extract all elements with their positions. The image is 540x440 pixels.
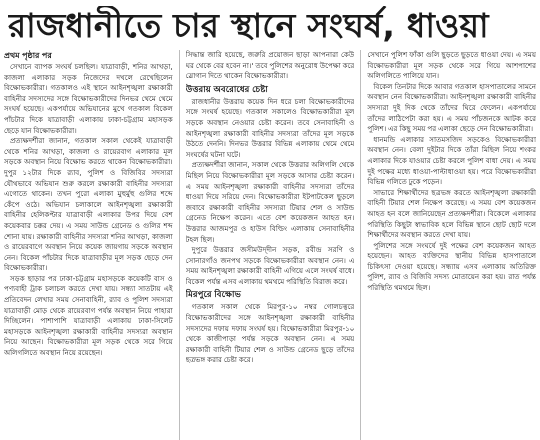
article-paragraph: পুলিশের সঙ্গে সংঘর্ষে দুই পক্ষের বেশ কয়েকজন আহত হয়েছেন। আহত ব্যক্তিদের স্থানীয় বিভিন্ন হাসপাতালে চিকিৎসা দেওয়া হয়েছে। সন্ধ্যায় এসব এলাকায় অতিরিক্ত পুলিশ, র‍্যাব ও বিজিবি সদস্য মোতায়েন করা হয়। রাত পর্যন্ত পরিস্থিতি থমথমে ছিল। bbox=[367, 240, 537, 293]
section-subhead-mirpur: মিরপুরে বিক্ষোভ bbox=[185, 290, 241, 301]
article-columns bbox=[4, 50, 536, 440]
article-paragraph: ধানমন্ডি এলাকার সাতমসজিদ সড়কেও বিক্ষোভকারীরা অবস্থান নেন। বেলা দুইটার দিকে তাঁরা মিছিল নিয়ে শংকর এলাকার দিকে যাওয়ার চেষ্টা করলে পুলিশ বাধা দেয়। এ সময় দুই পক্ষের মধ্যে ধাওয়া-পাল্টাধাওয়া হয়। পরে বিক্ষোভকারীরা বিভিন্ন গলিতে ঢুকে পড়েন। bbox=[367, 134, 537, 187]
article-paragraph: সিদ্ধান্ত জারি হয়েছে, জরুরি প্রয়োজন ছাড়া আপনারা কেউ ঘর থেকে বের হবেন না।' তবে পুলিশের অনুরোধ উপেক্ষা করে স্লোগান দিতে থাকেন বিক্ষোভকারীরা। bbox=[185, 50, 355, 81]
column-divider bbox=[360, 50, 361, 440]
section-subhead-uttara: উত্তরায় অবরোধের চেষ্টা bbox=[185, 84, 268, 95]
continued-from-label: প্রথম পৃষ্ঠার পর bbox=[4, 51, 52, 60]
article-paragraph: সেখানে পুলিশ ফাঁকা গুলি ছুড়তে ছুড়তে ধাওয়া দেয়। এ সময় বিক্ষোভকারীরা মূল সড়ক থেকে সরে গিয়ে আশপাশের অলিগলিতে পালিয়ে যান। bbox=[367, 50, 537, 81]
article-paragraph: রাজধানীর উত্তরায় কয়েক দিন ধরে চলা বিক্ষোভকারীদের সঙ্গে সংঘর্ষ হয়েছে। গতকাল সকালেও বিক্ষোভকারীরা মূল সড়কে অবস্থান নেওয়ার চেষ্টা করেন। তবে সেনাবাহিনী ও আইনশৃঙ্খলা রক্ষাকারী বাহিনীর সদস্যরা তাঁদের মূল সড়কে উঠতে দেননি। দিনভর উত্তরার বিভিন্ন এলাকায় থেমে থেমে সংঘর্ষের ঘটনা ঘটে। bbox=[185, 96, 355, 159]
article-paragraph: সড়ক ছাড়ার পর ঢাকা-চট্টগ্রাম মহাসড়কে কয়েকটি বাস ও পণ্যবাহী ট্রাক চলাচল করতে দেখা যায়। সন্ধ্যা সাতটায় এই প্রতিবেদন লেখার সময় সেনাবাহিনী, র‍্যাব ও পুলিশ সদস্যরা যাত্রাবাড়ী মোড় থেকে রায়েরবাগ পর্যন্ত অবস্থান নিয়ে পাহারা দিচ্ছিলেন। পাশাপাশি যাত্রাবাড়ী এলাকায় ঢাকা-সিলেট মহাসড়কে আইনশৃঙ্খলা রক্ষাকারী বাহিনীর সদস্যরা অবস্থান নিয়ে আছেন। বিক্ষোভকারীরা মূল সড়ক থেকে সরে গিয়ে অলিগলিতে অবস্থান নিয়ে রয়েছেন। bbox=[4, 273, 173, 358]
article-paragraph: সাভারে শিক্ষার্থীদের ছত্রভঙ্গ করতে আইনশৃঙ্খলা রক্ষাকারী বাহিনী টিয়ার শেল নিক্ষেপ করেছে। এ সময় বেশ কয়েকজন আহত হন বলে জানিয়েছেন প্রত্যক্ষদর্শীরা। বিকেলে এলাকার পরিস্থিতি কিছুটা স্বাভাবিক হলে বিভিন্ন স্থানে ছোট ছোট দলে শিক্ষার্থীদের অবস্থান করতে দেখা যায়। bbox=[367, 187, 537, 240]
column-divider bbox=[179, 50, 180, 440]
article-paragraph: প্রত্যক্ষদর্শীরা জানান, সকাল থেকে উত্তরার অলিগলি থেকে মিছিল নিয়ে বিক্ষোভকারীরা মূল সড়কে আসার চেষ্টা করেন। এ সময় আইনশৃঙ্খলা রক্ষাকারী বাহিনীর সদস্যরা তাঁদের ধাওয়া দিয়ে সরিয়ে দেন। বিক্ষোভকারীরা ইটপাটকেল ছুড়লে জবাবে রক্ষাকারী বাহিনীর সদস্যরা টিয়ার শেল ও সাউন্ড গ্রেনেড নিক্ষেপ করেন। এতে বেশ কয়েকজন আহত হন। উত্তরার আজমপুর ও হাউস বিল্ডিং এলাকায় সেনাবাহিনীর টহল ছিল। bbox=[185, 160, 355, 244]
article-column-1 bbox=[4, 50, 173, 440]
page-headline: রাজধানীতে চার স্থানে সংঘর্ষ, ধাওয়া bbox=[8, 6, 489, 45]
article-paragraph: প্রত্যক্ষদর্শীরা জানান, গতকাল সকাল থেকেই যাত্রাবাড়ী থেকে শনির আখড়া, কাজলা ও রায়েরবাগ এলাকার মূল সড়কে অবস্থান নিয়ে বিক্ষোভ করতে থাকেন বিক্ষোভকারীরা। দুপুর ১২টার দিকে র‍্যাব, পুলিশ ও বিজিবির সদস্যরা যৌথভাবে অভিযান শুরু করলে রক্ষাকারী বাহিনীর সদস্যরা এগোতে থাকেন। তখন পুরো এলাকা মুহুর্মুহু গুলির শব্দে কেঁপে ওঠে। অভিযান চলাকালে আইনশৃঙ্খলা রক্ষাকারী বাহিনীর হেলিকপ্টার যাত্রাবাড়ী এলাকার উপর দিয়ে বেশ কয়েকবার চক্কর দেয়। এ সময় সাউন্ড গ্রেনেড ও গুলির শব্দ শোনা যায়। রক্ষাকারী বাহিনীর সদস্যরা শনির আখড়া, কাজলা ও রায়েরবাগে অবস্থান নিয়ে কয়েক জায়গায় সড়কে অবস্থান নেন। বিকেল পাঁচটার দিকে যাত্রাবাড়ীর মূল সড়ক ছেড়ে দেন বিক্ষোভকারীরা। bbox=[4, 136, 173, 273]
article-paragraph: বিকেল তিনটার দিকে আবার গতকাল হাসপাতালের সামনে অবস্থান নেন বিক্ষোভকারীরা। আইনশৃঙ্খলা রক্ষাকারী বাহিনীর সদস্যরা দুই দিক থেকে তাঁদের ঘিরে ফেলেন। একপর্যায়ে তাঁদের লাঠিপেটা করা হয়। এ সময় পাঁচজনকে আটক করে পুলিশ। এর কিছু সময় পর এলাকা ছেড়ে দেন বিক্ষোভকারীরা। bbox=[367, 81, 537, 134]
article-column-3 bbox=[367, 50, 536, 440]
article-column-2 bbox=[186, 50, 355, 440]
article-paragraph: সেখানে ব্যাপক সংঘর্ষ চলছিল। যাত্রাবাড়ী, শনির আখড়া, কাজলা এলাকার সড়ক নিজেদের দখলে রেখেছিলেন বিক্ষোভকারীরা। গতকালও এই স্থানে আইনশৃঙ্খলা রক্ষাকারী বাহিনীর সদস্যদের সঙ্গে বিক্ষোভকারীদের দিনভর থেমে থেমে সংঘর্ষ হয়েছে। একপর্যায়ে অভিযানের মুখে গতকাল বিকেল পাঁচটার দিকে যাত্রাবাড়ী এলাকায় ঢাকা-চট্টগ্রাম মহাসড়ক ছেড়ে যান বিক্ষোভকারীরা। bbox=[4, 62, 173, 135]
article-paragraph: গতকাল সকাল থেকে মিরপুর-১০ নম্বর গোলচত্বরে বিক্ষোভকারীদের সঙ্গে আইনশৃঙ্খলা রক্ষাকারী বাহিনীর সদস্যদের দফায় দফায় সংঘর্ষ হয়। বিক্ষোভকারীরা মিরপুর-১০ থেকে কাজীপাড়া পর্যন্ত সড়কে অবস্থান নেন। এ সময় রক্ষাকারী বাহিনী টিয়ার শেল ও সাউন্ড গ্রেনেড ছুড়ে তাঁদের ছত্রভঙ্গ করার চেষ্টা করে। bbox=[185, 302, 355, 365]
article-paragraph: দুপুরে উত্তরার জসীমউদ্‌দীন সড়ক, রবীন্দ্র সরণি ও সোনারগাঁও জনপথ সড়কে বিক্ষোভকারীরা অবস্থান নেন। এ সময় আইনশৃঙ্খলা রক্ষাকারী বাহিনী এগিয়ে এলে সংঘর্ষ বাধে। বিকেল পর্যন্ত এসব এলাকায় থমথমে পরিস্থিতি বিরাজ করে। bbox=[185, 245, 355, 286]
